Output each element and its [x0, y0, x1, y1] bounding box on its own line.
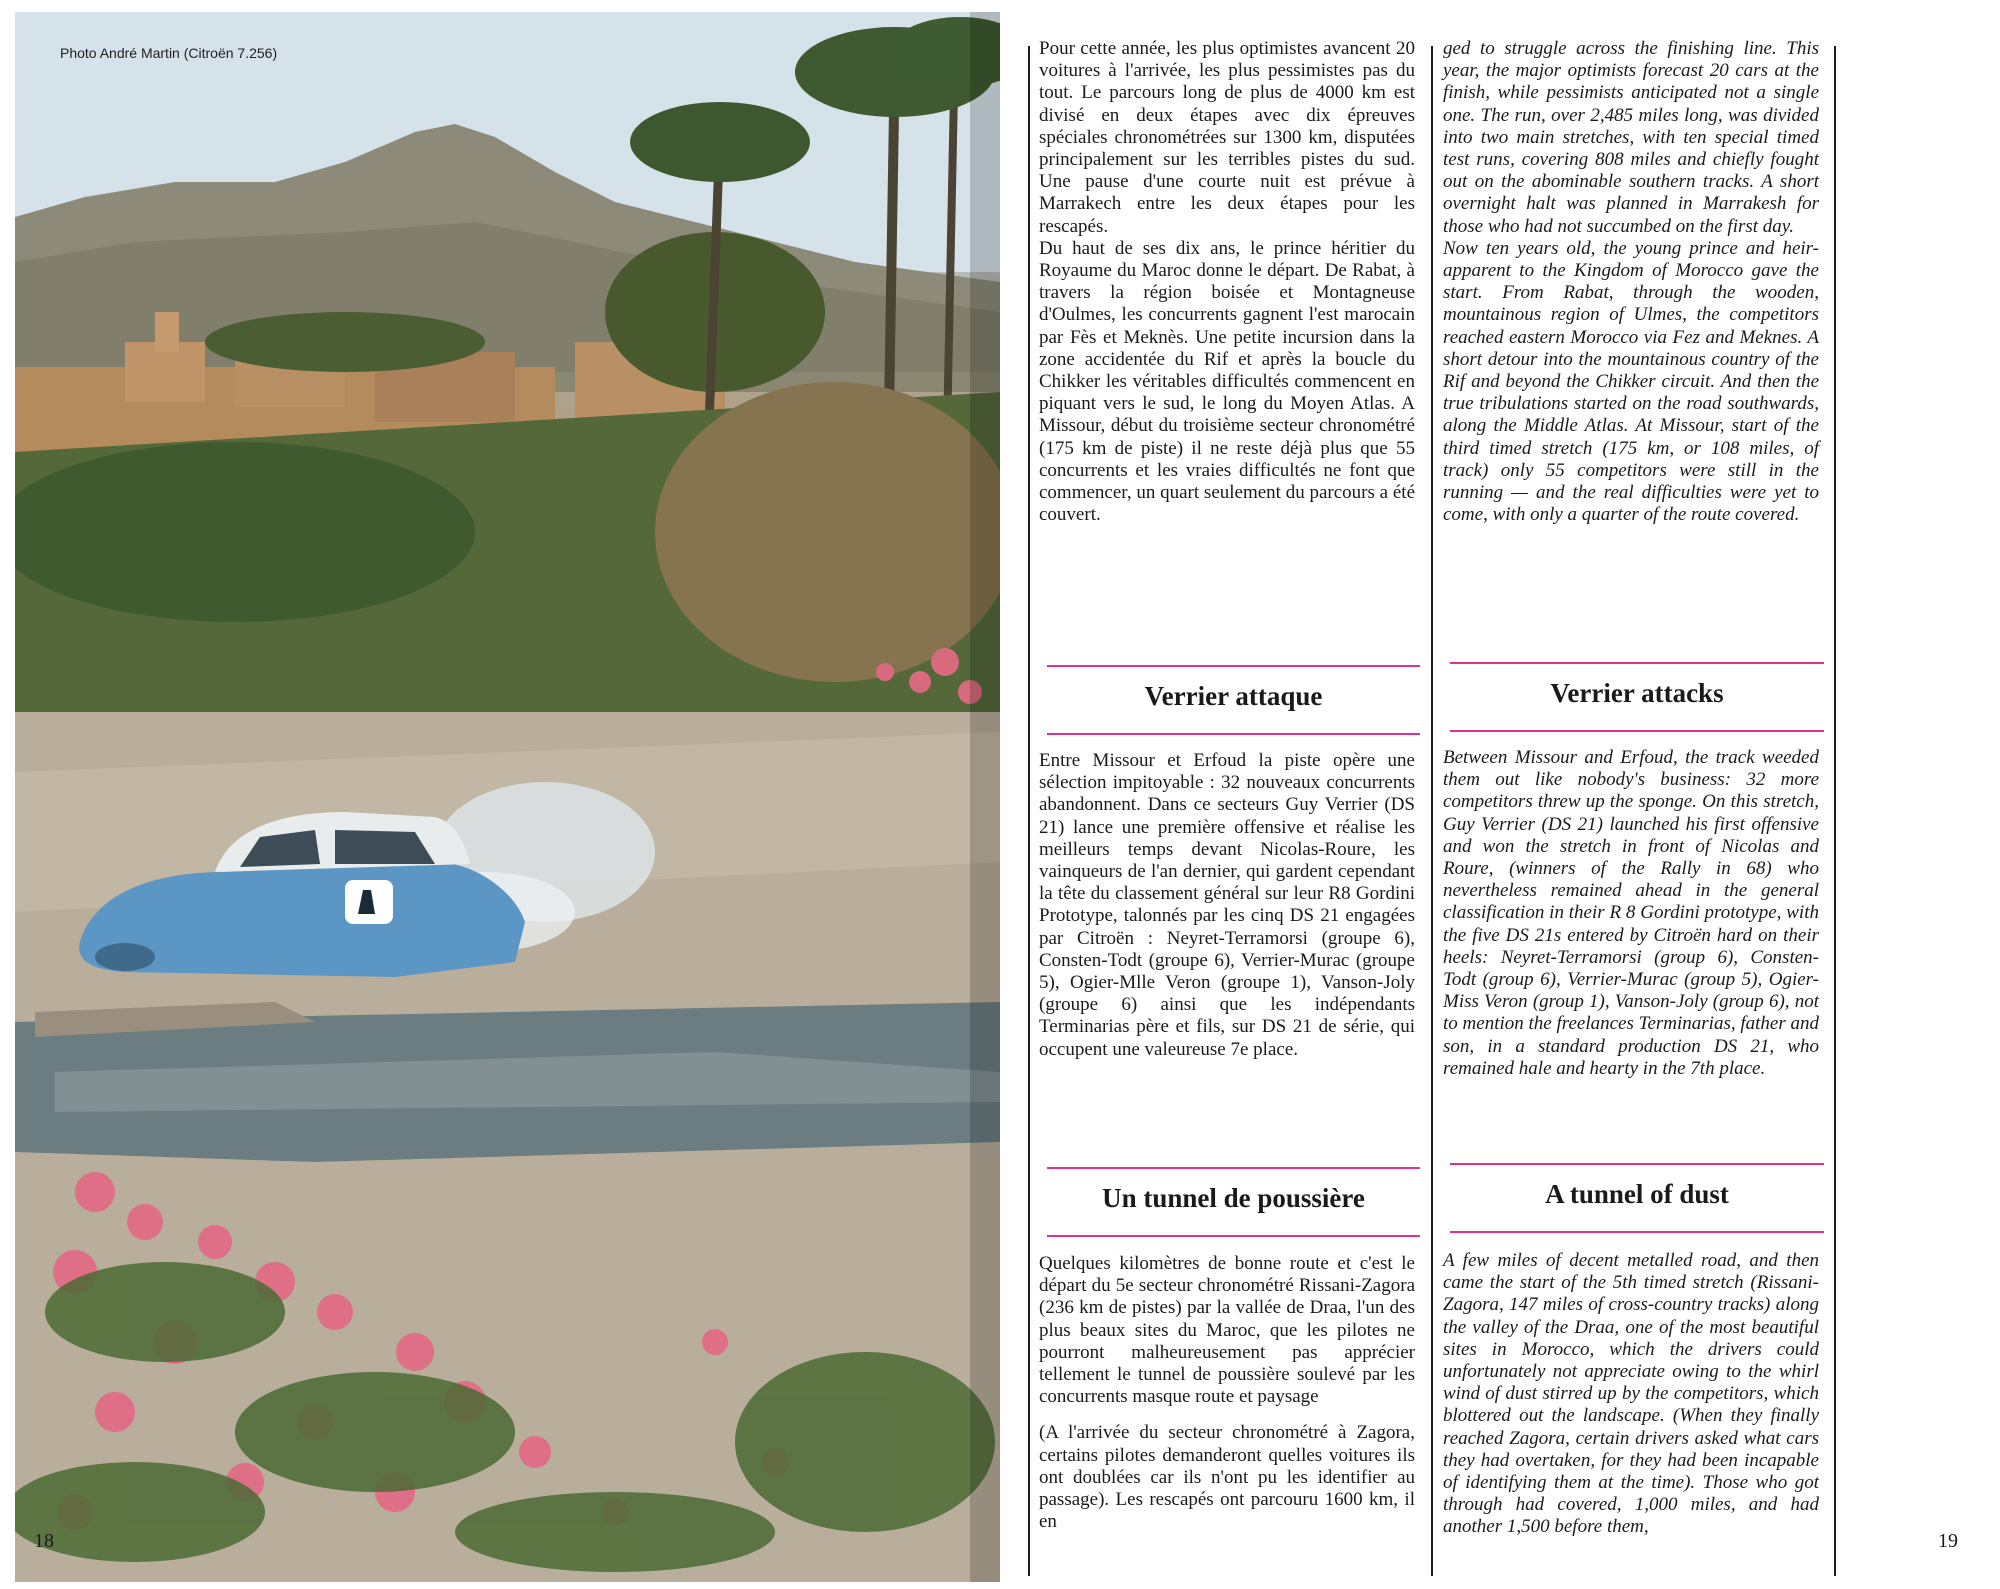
english-heading-1	[1450, 662, 1824, 732]
heading-rule	[1450, 662, 1824, 664]
heading-rule	[1047, 1167, 1420, 1169]
heading-rule	[1047, 1235, 1420, 1237]
english-section-1	[1443, 747, 1819, 1080]
french-heading-2-text: Un tunnel de poussière	[1102, 1183, 1365, 1213]
heading-rule	[1047, 665, 1420, 667]
french-heading-1-text: Verrier attaque	[1144, 681, 1323, 711]
column-rule-left	[1028, 46, 1030, 1576]
french-section-1-paragraph: Entre Missour et Erfoud la piste opère une sélection impitoyable : 32 nouveaux concurrents abandonnent. Dans ce secteurs Guy Verrier (DS 21) lance une première offensive et réalise les meilleurs temps devant Nicolas-Roure, les vainqueurs de l'an dernier, qui gardent cependant la tête du classement général sur leur R8 Gordini Prototype, talonnés par les cinq DS 21 engagées par Citroën : Neyret-Terramorsi (groupe 6), Consten-Todt (groupe 6), Verrier-Murac (groupe 5), Ogier-Mlle Veron (groupe 1), Vanson-Joly (groupe 6) ainsi que les indépendants Terminarias père et fils, sur DS 21 de série, qui occupent une valeureuse 7e place.	[1039, 750, 1415, 1060]
page-number-right: 19	[1938, 1530, 1958, 1552]
french-intro-paragraph: Pour cette année, les plus optimistes avancent 20 voitures à l'arrivée, les plus pessimistes pas du tout. Le parcours long de plus de 4000 km est divisé en deux étapes avec dix épreuves spéciales chronométrées sur 1300 km, disputées principalement sur les terribles pistes du sud. Une pause d'une courte nuit est prévue à Marrakech entre les deux étapes pour les rescapés.	[1039, 38, 1415, 237]
rally-photo	[15, 12, 1000, 1582]
english-heading-2	[1450, 1163, 1824, 1233]
french-intro-paragraph-2: Du haut de ses dix ans, le prince héritier du Royaume du Maroc donne le départ. De Rabat, à travers la région boisée et Montagneuse d'Oulmes, les concurrents gagnent l'est marocain par Fès et Meknès. Une petite incursion dans la zone accidentée du Rif et après la boucle du Chikker les véritables difficultés commencent en piquant vers le sud, le long du Moyen Atlas. A Missour, début du troisième secteur chronométré (175 km de piste) il ne reste déjà plus que 55 concurrents et les vraies difficultés ne font que commencer, un quart seulement du parcours a été couvert.	[1039, 237, 1415, 526]
english-intro-paragraph-2: Now ten years old, the young prince and heir-apparent to the Kingdom of Morocco gave the start. From Rabat, through the wooden, mountainous region of Ulmes, the competitors reached eastern Morocco via Fez and Meknes. A short detour into the mountainous country of the Rif and beyond the Chikker circuit. And then the true tribulations started on the road southwards, along the Middle Atlas. At Missour, start of the third timed stretch (175 km, or 108 miles, of track) only 55 competitors were still in the running — and the real difficulties were yet to come, with only a quarter of the route covered.	[1443, 237, 1819, 526]
english-heading-1-text: Verrier attacks	[1550, 678, 1724, 708]
column-rule-middle	[1431, 46, 1433, 1576]
english-section-2-paragraph: A few miles of decent metalled road, and then came the start of the 5th timed stretch (Rissani-Zagora, 147 miles of cross-country tracks) along the valley of the Draa, one of the most beautiful sites in Morocco, which the drivers could unfortunately not appreciate owing to the whirl wind of dust stirred up by the competitors, which blottered out the landscape. (When they finally reached Zagora, certain drivers asked what cars they had overtaken, for they had been incapable of identifying them at the time). Those who got through had covered, 1,000 miles, and had another 1,500 before them,	[1443, 1250, 1819, 1538]
french-heading-1	[1047, 665, 1420, 735]
english-intro-paragraph: ged to struggle across the finishing line. This year, the major optimists forecast 20 cars at the finish, while pessimists anticipated not a single one. The run, over 2,485 miles long, was divided into two main stretches, with ten special timed test runs, covering 808 miles and chiefly fought out on the abominable southern tracks. A short overnight halt was planned in Marrakesh for those who had not succumbed on the first day.	[1443, 38, 1819, 237]
french-section-2-paragraph: Quelques kilomètres de bonne route et c'est le départ du 5e secteur chronométré Rissani-Zagora (236 km de pistes) par la vallée de Draa, l'un des plus beaux sites du Maroc, que les pilotes ne pourront malheureusement pas apprécier tellement le tunnel de poussière soulevé par les concurrents masque route et paysage	[1039, 1253, 1415, 1408]
page-number-left: 18	[34, 1530, 54, 1552]
heading-rule	[1047, 733, 1420, 735]
heading-rule	[1450, 1231, 1824, 1233]
french-section-2-paragraph-2: (A l'arrivée du secteur chronométré à Zagora, certains pilotes demanderont quelles voitures ils ont doublées car ils n'ont pu les identifier au passage). Les rescapés ont parcouru 1600 km, il en	[1039, 1422, 1415, 1533]
english-section-1-paragraph: Between Missour and Erfoud, the track weeded them out like nobody's business: 32 more competitors threw up the sponge. On this stretch, Guy Verrier (DS 21) launched his first offensive and won the stretch in front of Nicolas and Roure, (winners of the Rally in 68) who nevertheless remained ahead in the general classification in their R 8 Gordini prototype, with the five DS 21s entered by Citroën hard on their heels: Neyret-Terramorsi (group 6), Consten-Todt (group 6), Verrier-Murac (group 5), Ogier-Miss Veron (group 1), Vanson-Joly (group 6), not to mention the freelances Terminarias, father and son, in a standard production DS 21, who remained hale and hearty in the 7th place.	[1443, 747, 1819, 1079]
column-rule-right	[1834, 46, 1836, 1576]
heading-rule	[1450, 1163, 1824, 1165]
french-heading-2	[1047, 1167, 1420, 1237]
photo-credit: Photo André Martin (Citroën 7.256)	[60, 45, 278, 61]
english-section-2	[1443, 1250, 1819, 1539]
french-intro	[1039, 38, 1415, 526]
heading-rule	[1450, 730, 1824, 732]
french-section-2	[1039, 1253, 1415, 1533]
rally-photo-illustration	[15, 12, 1000, 1582]
french-section-1	[1039, 750, 1415, 1061]
english-heading-2-text: A tunnel of dust	[1545, 1179, 1729, 1209]
english-intro	[1443, 38, 1819, 526]
